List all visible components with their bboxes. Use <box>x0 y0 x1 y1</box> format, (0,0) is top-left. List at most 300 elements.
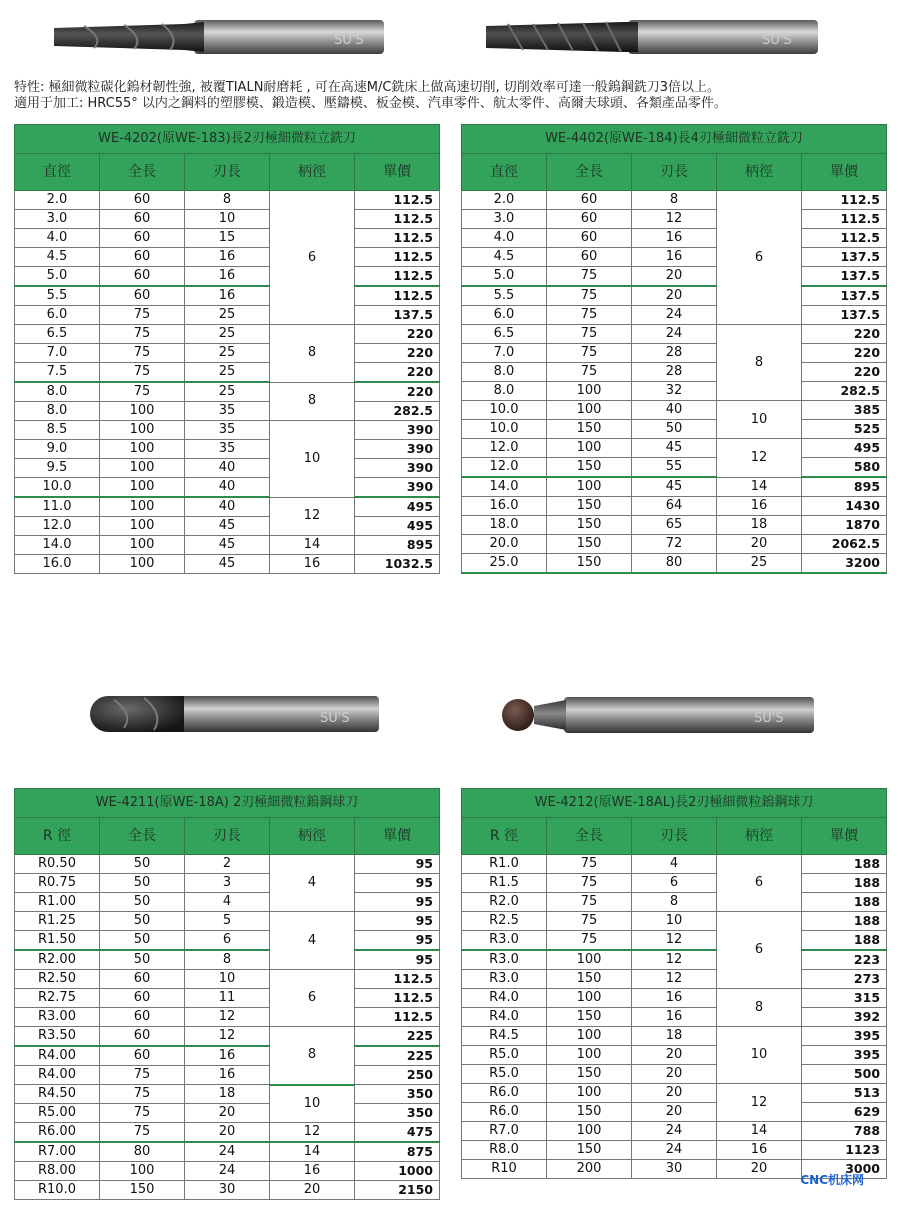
col-header-diameter: R 徑 <box>462 818 547 855</box>
cell-overall-length: 75 <box>100 1085 185 1104</box>
cell-overall-length: 75 <box>100 344 185 363</box>
cell-price: 95 <box>355 874 440 893</box>
cell-flute-length: 35 <box>185 421 270 440</box>
cell-flute-length: 10 <box>632 912 717 931</box>
cell-diameter: 5.0 <box>15 267 100 287</box>
table-row <box>15 421 440 440</box>
cell-diameter: R2.50 <box>15 970 100 989</box>
ballnose-2-flute-image <box>84 690 384 738</box>
cell-diameter: 12.0 <box>15 517 100 536</box>
cell-flute-length: 32 <box>632 382 717 401</box>
table-title: WE-4202(原WE-183)長2刃極細微粒立銑刀 <box>15 125 440 154</box>
cell-overall-length: 100 <box>547 401 632 420</box>
cell-diameter: R4.50 <box>15 1085 100 1104</box>
cell-diameter: R5.00 <box>15 1104 100 1123</box>
cell-flute-length: 6 <box>185 931 270 951</box>
table-title: WE-4402(原WE-184)長4刃極細微粒立銑刀 <box>462 125 887 154</box>
cell-price: 95 <box>355 950 440 970</box>
table-row <box>15 989 440 1008</box>
table-row <box>462 363 887 382</box>
cell-diameter: 2.0 <box>462 191 547 210</box>
cell-shank-diameter: 10 <box>717 401 802 439</box>
cell-price: 1000 <box>355 1162 440 1181</box>
table-row <box>15 497 440 517</box>
table-row <box>462 229 887 248</box>
cell-shank-diameter: 12 <box>717 439 802 478</box>
cell-diameter: 8.5 <box>15 421 100 440</box>
cell-overall-length: 75 <box>547 286 632 306</box>
table-row <box>15 1162 440 1181</box>
cell-price: 390 <box>355 440 440 459</box>
cell-shank-diameter: 14 <box>717 1122 802 1141</box>
table-row <box>15 874 440 893</box>
cell-flute-length: 16 <box>185 1066 270 1085</box>
cell-flute-length: 16 <box>632 248 717 267</box>
tool-brand-text: SU'S <box>320 711 350 726</box>
cell-diameter: R10.0 <box>15 1181 100 1200</box>
cell-price: 2062.5 <box>802 535 887 554</box>
cell-flute-length: 24 <box>185 1142 270 1162</box>
col-header-shank-diameter: 柄徑 <box>717 154 802 191</box>
col-header-diameter: 直徑 <box>15 154 100 191</box>
cell-flute-length: 40 <box>632 401 717 420</box>
cell-flute-length: 18 <box>632 1027 717 1046</box>
cell-price: 220 <box>355 325 440 344</box>
cell-price: 112.5 <box>355 210 440 229</box>
table-row <box>15 267 440 287</box>
cell-diameter: 9.5 <box>15 459 100 478</box>
cell-flute-length: 11 <box>185 989 270 1008</box>
cell-flute-length: 4 <box>185 893 270 912</box>
table-row <box>15 1142 440 1162</box>
cell-shank-diameter: 12 <box>270 497 355 536</box>
cell-flute-length: 15 <box>185 229 270 248</box>
cell-overall-length: 100 <box>100 478 185 498</box>
cell-overall-length: 60 <box>100 989 185 1008</box>
cell-price: 112.5 <box>355 229 440 248</box>
cell-flute-length: 5 <box>185 912 270 931</box>
application-line: 適用于加工: HRC55° 以内之鋼料的塑膠模、鍛造模、壓鑄模、板金模、汽車零件、航太零件、高爾夫球頭、各類產品零件。 <box>14 96 727 111</box>
cell-diameter: R10 <box>462 1160 547 1179</box>
cell-price: 495 <box>802 439 887 458</box>
cell-overall-length: 60 <box>100 191 185 210</box>
cell-overall-length: 75 <box>100 1123 185 1143</box>
cell-shank-diameter: 16 <box>717 497 802 516</box>
table-we-4402 <box>461 124 887 574</box>
cell-flute-length: 24 <box>632 1141 717 1160</box>
table-row <box>15 517 440 536</box>
cell-price: 220 <box>355 363 440 383</box>
cell-price: 223 <box>802 950 887 970</box>
cell-flute-length: 45 <box>185 536 270 555</box>
table-header-row <box>462 818 887 855</box>
cell-overall-length: 60 <box>100 210 185 229</box>
cell-flute-length: 45 <box>185 517 270 536</box>
table-row <box>462 912 887 931</box>
cell-flute-length: 8 <box>185 950 270 970</box>
cell-shank-diameter: 6 <box>717 191 802 325</box>
table-row <box>15 286 440 306</box>
cell-diameter: 8.0 <box>15 382 100 402</box>
cell-flute-length: 80 <box>632 554 717 574</box>
cell-diameter: R6.0 <box>462 1084 547 1103</box>
cell-flute-length: 40 <box>185 459 270 478</box>
cell-diameter: 2.0 <box>15 191 100 210</box>
cell-overall-length: 60 <box>547 191 632 210</box>
table-row <box>462 477 887 497</box>
cell-price: 225 <box>355 1046 440 1066</box>
col-header-flute-length: 刃長 <box>185 154 270 191</box>
table-row <box>15 893 440 912</box>
table-row <box>15 440 440 459</box>
cell-price: 220 <box>802 363 887 382</box>
cell-diameter: R3.00 <box>15 1008 100 1027</box>
cell-diameter: 10.0 <box>462 420 547 439</box>
cell-price: 220 <box>355 382 440 402</box>
cell-price: 3000 <box>802 1160 887 1179</box>
table-we-4212 <box>461 788 887 1179</box>
cell-diameter: 8.0 <box>462 363 547 382</box>
cell-overall-length: 150 <box>547 497 632 516</box>
cell-price: 137.5 <box>355 306 440 325</box>
cell-diameter: R8.00 <box>15 1162 100 1181</box>
table-row <box>462 855 887 874</box>
cell-flute-length: 18 <box>185 1085 270 1104</box>
cell-flute-length: 16 <box>185 248 270 267</box>
cell-shank-diameter: 8 <box>717 325 802 401</box>
cell-price: 350 <box>355 1085 440 1104</box>
table-row <box>462 497 887 516</box>
col-header-overall-length: 全長 <box>100 154 185 191</box>
cell-diameter: 4.0 <box>462 229 547 248</box>
table-row <box>15 1181 440 1200</box>
col-header-diameter: R 徑 <box>15 818 100 855</box>
cell-overall-length: 100 <box>547 1084 632 1103</box>
table-row <box>15 931 440 951</box>
table-title: WE-4211(原WE-18A) 2刃極細微粒鎢鋼球刀 <box>15 789 440 818</box>
cell-flute-length: 30 <box>632 1160 717 1179</box>
cell-flute-length: 20 <box>632 267 717 287</box>
cell-price: 390 <box>355 478 440 498</box>
table-row <box>15 382 440 402</box>
cell-diameter: R2.0 <box>462 893 547 912</box>
table-title-row <box>462 125 887 154</box>
cell-diameter: R1.0 <box>462 855 547 874</box>
cell-overall-length: 200 <box>547 1160 632 1179</box>
cell-diameter: 4.5 <box>15 248 100 267</box>
cell-overall-length: 100 <box>547 1027 632 1046</box>
cell-diameter: 20.0 <box>462 535 547 554</box>
table-row <box>15 970 440 989</box>
table-we-4202 <box>14 124 440 574</box>
cell-shank-diameter: 10 <box>717 1027 802 1084</box>
cell-flute-length: 28 <box>632 344 717 363</box>
cell-shank-diameter: 14 <box>270 536 355 555</box>
cell-diameter: R2.00 <box>15 950 100 970</box>
cell-shank-diameter: 6 <box>717 855 802 912</box>
cell-diameter: R1.50 <box>15 931 100 951</box>
table-row <box>15 1066 440 1085</box>
cell-diameter: 14.0 <box>15 536 100 555</box>
cell-overall-length: 75 <box>100 325 185 344</box>
cell-diameter: 7.0 <box>462 344 547 363</box>
cell-price: 137.5 <box>802 306 887 325</box>
cell-price: 225 <box>355 1027 440 1047</box>
cell-flute-length: 16 <box>632 989 717 1008</box>
cell-overall-length: 75 <box>100 1104 185 1123</box>
endmill-4-flute-image <box>478 14 828 60</box>
table-row <box>15 1085 440 1104</box>
cell-overall-length: 60 <box>100 970 185 989</box>
cell-flute-length: 40 <box>185 497 270 517</box>
col-header-flute-length: 刃長 <box>632 154 717 191</box>
cell-overall-length: 75 <box>547 344 632 363</box>
cell-flute-length: 20 <box>632 286 717 306</box>
cell-shank-diameter: 16 <box>270 1162 355 1181</box>
cell-flute-length: 20 <box>632 1046 717 1065</box>
cell-shank-diameter: 20 <box>270 1181 355 1200</box>
cell-diameter: R3.0 <box>462 950 547 970</box>
cell-price: 220 <box>802 325 887 344</box>
cell-price: 282.5 <box>355 402 440 421</box>
table-row <box>15 229 440 248</box>
cell-shank-diameter: 14 <box>717 477 802 497</box>
cell-diameter: 6.5 <box>462 325 547 344</box>
cell-flute-length: 24 <box>632 1122 717 1141</box>
cell-price: 282.5 <box>802 382 887 401</box>
table-row <box>462 874 887 893</box>
cell-diameter: 5.5 <box>15 286 100 306</box>
cell-price: 112.5 <box>355 248 440 267</box>
cell-diameter: 16.0 <box>15 555 100 574</box>
cell-flute-length: 12 <box>185 1008 270 1027</box>
cell-shank-diameter: 12 <box>717 1084 802 1122</box>
table-row <box>462 191 887 210</box>
cell-price: 390 <box>355 459 440 478</box>
features-line: 特性: 極細微粒碳化鎢材韌性強, 被覆TIALN耐磨耗 , 可在高速M/C銑床上做高速切削, 切削效率可達一般鎢鋼銑刀3倍以上。 <box>14 80 721 95</box>
cell-price: 629 <box>802 1103 887 1122</box>
cell-overall-length: 75 <box>547 912 632 931</box>
cell-overall-length: 100 <box>547 950 632 970</box>
cell-overall-length: 100 <box>100 497 185 517</box>
cell-price: 188 <box>802 855 887 874</box>
cell-price: 1430 <box>802 497 887 516</box>
table-title-row <box>462 789 887 818</box>
cell-price: 315 <box>802 989 887 1008</box>
cell-overall-length: 100 <box>100 421 185 440</box>
table-row <box>462 1122 887 1141</box>
cell-flute-length: 6 <box>632 874 717 893</box>
cell-flute-length: 20 <box>632 1103 717 1122</box>
cell-flute-length: 20 <box>632 1065 717 1084</box>
col-header-shank-diameter: 柄徑 <box>270 818 355 855</box>
cell-flute-length: 4 <box>632 855 717 874</box>
table-row <box>462 210 887 229</box>
cell-price: 95 <box>355 931 440 951</box>
cell-flute-length: 25 <box>185 344 270 363</box>
cell-diameter: 14.0 <box>462 477 547 497</box>
table-row <box>15 1008 440 1027</box>
table-row <box>15 536 440 555</box>
cell-price: 220 <box>802 344 887 363</box>
cell-shank-diameter: 10 <box>270 421 355 498</box>
table-row <box>462 554 887 574</box>
cell-flute-length: 25 <box>185 363 270 383</box>
cell-flute-length: 16 <box>632 1008 717 1027</box>
cell-overall-length: 50 <box>100 931 185 951</box>
cell-overall-length: 50 <box>100 912 185 931</box>
cell-overall-length: 60 <box>547 229 632 248</box>
cell-overall-length: 60 <box>547 248 632 267</box>
cell-diameter: 6.0 <box>15 306 100 325</box>
cell-price: 2150 <box>355 1181 440 1200</box>
cell-price: 112.5 <box>355 286 440 306</box>
cell-price: 188 <box>802 931 887 951</box>
cell-price: 475 <box>355 1123 440 1143</box>
cell-overall-length: 50 <box>100 950 185 970</box>
cell-overall-length: 100 <box>100 402 185 421</box>
cell-overall-length: 100 <box>100 440 185 459</box>
cell-diameter: R4.0 <box>462 1008 547 1027</box>
cell-flute-length: 12 <box>632 210 717 229</box>
cell-overall-length: 100 <box>100 1162 185 1181</box>
cell-price: 1123 <box>802 1141 887 1160</box>
cell-overall-length: 100 <box>100 555 185 574</box>
cell-shank-diameter: 4 <box>270 855 355 912</box>
tool-brand-text: SU'S <box>754 711 784 726</box>
col-header-price: 單價 <box>355 154 440 191</box>
cell-overall-length: 100 <box>100 459 185 478</box>
cell-flute-length: 35 <box>185 440 270 459</box>
cell-shank-diameter: 8 <box>717 989 802 1027</box>
table-row <box>15 1027 440 1047</box>
cell-price: 112.5 <box>355 191 440 210</box>
cell-diameter: R6.0 <box>462 1103 547 1122</box>
cell-shank-diameter: 20 <box>717 1160 802 1179</box>
cell-flute-length: 8 <box>632 191 717 210</box>
cell-flute-length: 3 <box>185 874 270 893</box>
table-header-row <box>15 154 440 191</box>
cell-overall-length: 75 <box>547 931 632 951</box>
cell-overall-length: 60 <box>100 1027 185 1047</box>
cell-shank-diameter: 10 <box>270 1085 355 1123</box>
cell-diameter: 10.0 <box>15 478 100 498</box>
cell-price: 788 <box>802 1122 887 1141</box>
table-row <box>462 401 887 420</box>
table-row <box>15 248 440 267</box>
cell-price: 495 <box>355 517 440 536</box>
table-row <box>15 325 440 344</box>
cell-flute-length: 30 <box>185 1181 270 1200</box>
table-row <box>15 402 440 421</box>
table-row <box>15 478 440 498</box>
cell-price: 495 <box>355 497 440 517</box>
table-row <box>15 363 440 383</box>
cell-diameter: R7.0 <box>462 1122 547 1141</box>
col-header-price: 單價 <box>802 154 887 191</box>
cell-price: 390 <box>355 421 440 440</box>
cell-flute-length: 40 <box>185 478 270 498</box>
cell-diameter: 4.0 <box>15 229 100 248</box>
cell-shank-diameter: 8 <box>270 325 355 383</box>
cell-flute-length: 20 <box>185 1123 270 1143</box>
cell-overall-length: 75 <box>547 855 632 874</box>
cell-price: 525 <box>802 420 887 439</box>
col-header-price: 單價 <box>802 818 887 855</box>
cell-diameter: 6.5 <box>15 325 100 344</box>
cell-flute-length: 20 <box>185 1104 270 1123</box>
cell-price: 112.5 <box>802 229 887 248</box>
table-we-4211 <box>14 788 440 1200</box>
table-row <box>462 420 887 439</box>
table-header-row <box>462 154 887 191</box>
cell-overall-length: 60 <box>100 1046 185 1066</box>
cell-shank-diameter: 16 <box>270 555 355 574</box>
cell-diameter: R7.00 <box>15 1142 100 1162</box>
endmill-2-flute-image <box>44 14 394 60</box>
cell-flute-length: 45 <box>185 555 270 574</box>
tool-brand-text: SU'S <box>334 33 364 48</box>
cell-overall-length: 100 <box>547 382 632 401</box>
cell-overall-length: 150 <box>100 1181 185 1200</box>
cell-price: 188 <box>802 874 887 893</box>
cell-flute-length: 8 <box>185 191 270 210</box>
cell-flute-length: 10 <box>185 970 270 989</box>
cell-diameter: R3.0 <box>462 931 547 951</box>
cell-overall-length: 150 <box>547 420 632 439</box>
cell-flute-length: 16 <box>185 1046 270 1066</box>
cell-price: 1032.5 <box>355 555 440 574</box>
cell-diameter: 10.0 <box>462 401 547 420</box>
table-header-row <box>15 818 440 855</box>
cell-price: 513 <box>802 1084 887 1103</box>
cell-flute-length: 24 <box>185 1162 270 1181</box>
table-row <box>462 1084 887 1103</box>
cell-price: 273 <box>802 970 887 989</box>
table-row <box>15 306 440 325</box>
cell-diameter: 5.5 <box>462 286 547 306</box>
table-row <box>15 855 440 874</box>
cell-price: 95 <box>355 855 440 874</box>
cell-flute-length: 45 <box>632 477 717 497</box>
cell-flute-length: 45 <box>632 439 717 458</box>
cell-flute-length: 8 <box>632 893 717 912</box>
cell-overall-length: 75 <box>100 382 185 402</box>
cell-overall-length: 150 <box>547 1008 632 1027</box>
cell-price: 137.5 <box>802 286 887 306</box>
cell-price: 895 <box>802 477 887 497</box>
tool-brand-text: SU'S <box>762 33 792 48</box>
cell-diameter: R1.25 <box>15 912 100 931</box>
table-row <box>462 325 887 344</box>
cell-price: 188 <box>802 893 887 912</box>
cell-flute-length: 25 <box>185 306 270 325</box>
cell-diameter: R0.75 <box>15 874 100 893</box>
table-row <box>15 950 440 970</box>
col-header-flute-length: 刃長 <box>632 818 717 855</box>
col-header-flute-length: 刃長 <box>185 818 270 855</box>
cell-flute-length: 24 <box>632 306 717 325</box>
table-row <box>462 989 887 1008</box>
cell-price: 250 <box>355 1066 440 1085</box>
cell-overall-length: 50 <box>100 874 185 893</box>
cell-diameter: R5.0 <box>462 1046 547 1065</box>
cell-price: 395 <box>802 1046 887 1065</box>
col-header-shank-diameter: 柄徑 <box>270 154 355 191</box>
cell-shank-diameter: 18 <box>717 516 802 535</box>
table-row <box>462 950 887 970</box>
cell-price: 112.5 <box>802 210 887 229</box>
